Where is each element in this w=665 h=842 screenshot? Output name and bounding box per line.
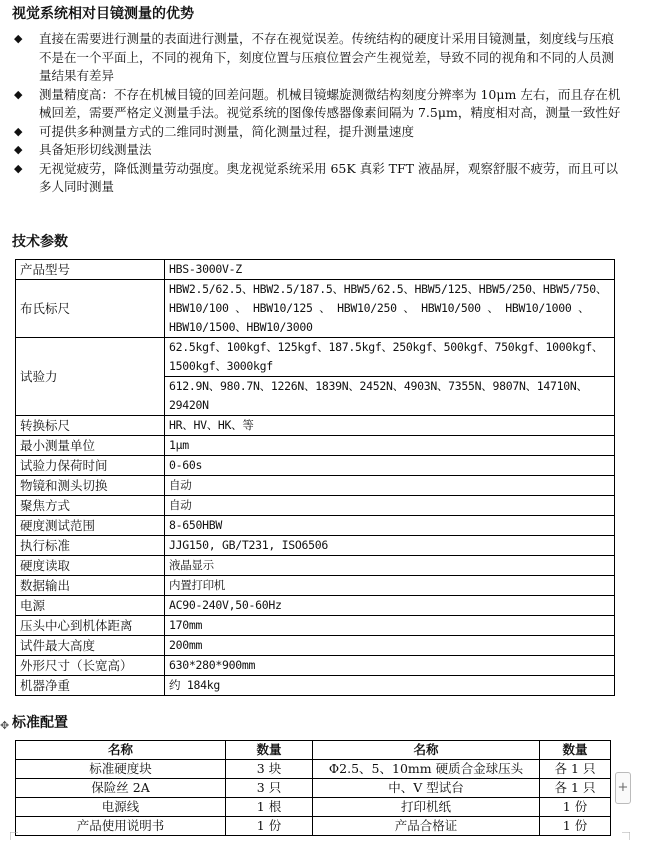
spec-value: 液晶显示 xyxy=(165,556,615,576)
table-row xyxy=(16,596,615,616)
spec-value: 内置打印机 xyxy=(165,576,615,596)
spec-value: 200mm xyxy=(165,636,615,656)
corner-mark-icon xyxy=(622,832,630,840)
spec-value: HBW2.5/62.5、HBW2.5/187.5、HBW5/62.5、HBW5/125、HBW5/250、HBW5/750、 HBW10/100 、 HBW10/125 、 HBW10/250 、 HBW10/500 、 HBW10/1000 、 HBW10/1500、HBW10/3000 xyxy=(165,280,615,338)
table-row xyxy=(16,656,615,676)
standard-config-table xyxy=(15,740,611,836)
advantages-list xyxy=(12,30,622,197)
table-cell: 3 块 xyxy=(226,760,313,779)
spec-label: 聚焦方式 xyxy=(16,496,165,516)
diamond-bullet-icon: ◆ xyxy=(14,32,23,45)
table-row xyxy=(16,416,615,436)
list-item: ◆ 具备矩形切线测量法 xyxy=(12,141,622,160)
table-cell: 标准硬度块 xyxy=(16,760,226,779)
move-handle-icon[interactable]: ✥ xyxy=(0,719,10,732)
table-cell: 3 只 xyxy=(226,779,313,798)
spec-label: 外形尺寸（长宽高） xyxy=(16,656,165,676)
table-cell: 保险丝 2A xyxy=(16,779,226,798)
diamond-bullet-icon: ◆ xyxy=(14,124,23,138)
table-cell: 中、V 型试台 xyxy=(313,779,540,798)
spec-label: 电源 xyxy=(16,596,165,616)
spec-value: 170mm xyxy=(165,616,615,636)
spec-label: 物镜和测头切换 xyxy=(16,476,165,496)
spec-value: 自动 xyxy=(165,476,615,496)
table-cell: 各 1 只 xyxy=(540,760,611,779)
spec-label: 硬度读取 xyxy=(16,556,165,576)
spec-label: 执行标准 xyxy=(16,536,165,556)
table-row xyxy=(16,516,615,536)
table-cell: 1 份 xyxy=(540,817,611,836)
table-row xyxy=(16,817,611,836)
table-row xyxy=(16,636,615,656)
table-row xyxy=(16,779,611,798)
column-header: 名称 xyxy=(16,741,226,760)
spec-value: AC90-240V,50-60Hz xyxy=(165,596,615,616)
column-header: 名称 xyxy=(313,741,540,760)
table-cell: Φ2.5、5、10mm 硬质合金球压头 xyxy=(313,760,540,779)
spec-label: 压头中心到机体距离 xyxy=(16,616,165,636)
diamond-bullet-icon: ◆ xyxy=(14,143,23,156)
section-title-advantages: 视觉系统相对目镜测量的优势 xyxy=(12,6,194,22)
table-row xyxy=(16,260,615,280)
table-cell: 1 根 xyxy=(226,798,313,817)
spec-label: 布氏标尺 xyxy=(16,280,165,338)
spec-value: 0-60s xyxy=(165,456,615,476)
diamond-bullet-icon: ◆ xyxy=(14,161,23,175)
table-row xyxy=(16,338,615,377)
spec-value: 630*280*900mm xyxy=(165,656,615,676)
list-item: ◆ 可提供多种测量方式的二维同时测量，简化测量过程，提升测量速度 xyxy=(12,123,622,142)
table-row xyxy=(16,496,615,516)
spec-value: 612.9N、980.7N、1226N、1839N、2452N、4903N、7355N、9807N、14710N、 29420N xyxy=(165,377,615,416)
table-cell: 产品使用说明书 xyxy=(16,817,226,836)
spec-label: 试验力保荷时间 xyxy=(16,456,165,476)
list-item: ◆ 无视觉疲劳，降低测量劳动强度。奥龙视觉系统采用 65K 真彩 TFT 液晶屏，观察舒服不疲劳，而且可以多人同时测量 xyxy=(14,160,618,194)
table-row xyxy=(16,536,615,556)
spec-value: HR、HV、HK、等 xyxy=(165,416,615,436)
table-row xyxy=(16,576,615,596)
add-row-button[interactable]: + xyxy=(615,772,631,804)
section-title-tech-params: 技术参数 xyxy=(12,234,68,250)
spec-label: 最小测量单位 xyxy=(16,436,165,456)
table-cell: 1 份 xyxy=(540,798,611,817)
spec-label: 数据输出 xyxy=(16,576,165,596)
table-row xyxy=(16,556,615,576)
spec-label: 硬度测试范围 xyxy=(16,516,165,536)
spec-label: 转换标尺 xyxy=(16,416,165,436)
table-row xyxy=(16,436,615,456)
list-item: ◆ 测量精度高：不存在机械目镜的回差问题。机械目镜螺旋测微结构刻度分辨率为 10μm 左右，而且存在机械回差，需要严格定义测量手法。视觉系统的图像传感器像素间隔为 7.5μm，精度相对高，测量一致性好 xyxy=(14,86,621,120)
spec-label: 试验力 xyxy=(16,338,165,416)
table-cell: 电源线 xyxy=(16,798,226,817)
table-row xyxy=(16,760,611,779)
diamond-bullet-icon: ◆ xyxy=(14,87,23,101)
table-cell: 产品合格证 xyxy=(313,817,540,836)
table-cell: 各 1 只 xyxy=(540,779,611,798)
table-row xyxy=(16,616,615,636)
spec-label: 产品型号 xyxy=(16,260,165,280)
spec-table xyxy=(15,259,615,696)
column-header: 数量 xyxy=(540,741,611,760)
spec-value: 约 184kg xyxy=(165,676,615,696)
spec-value: 自动 xyxy=(165,496,615,516)
spec-label: 试件最大高度 xyxy=(16,636,165,656)
section-title-standard-config: 标准配置 xyxy=(12,715,68,731)
table-row xyxy=(16,456,615,476)
spec-value: 62.5kgf、100kgf、125kgf、187.5kgf、250kgf、500kgf、750kgf、1000kgf、 1500kgf、3000kgf xyxy=(165,338,615,377)
corner-mark-icon xyxy=(10,832,18,840)
column-header: 数量 xyxy=(226,741,313,760)
table-cell: 打印机纸 xyxy=(313,798,540,817)
spec-value: JJG150, GB/T231, ISO6506 xyxy=(165,536,615,556)
table-row xyxy=(16,476,615,496)
spec-value: 8-650HBW xyxy=(165,516,615,536)
table-row xyxy=(16,280,615,338)
spec-label: 机器净重 xyxy=(16,676,165,696)
table-row xyxy=(16,676,615,696)
table-cell: 1 份 xyxy=(226,817,313,836)
list-item: ◆ 直接在需要进行测量的表面进行测量，不存在视觉误差。传统结构的硬度计采用目镜测量，刻度线与压痕不是在一个平面上，不同的视角下，刻度位置与压痕位置会产生视觉差，导致不同的视角和不同的人员测量结果有差异 xyxy=(14,31,615,83)
table-row xyxy=(16,798,611,817)
spec-value: 1μm xyxy=(165,436,615,456)
spec-value: HBS-3000V-Z xyxy=(165,260,615,280)
table-header-row xyxy=(16,741,611,760)
